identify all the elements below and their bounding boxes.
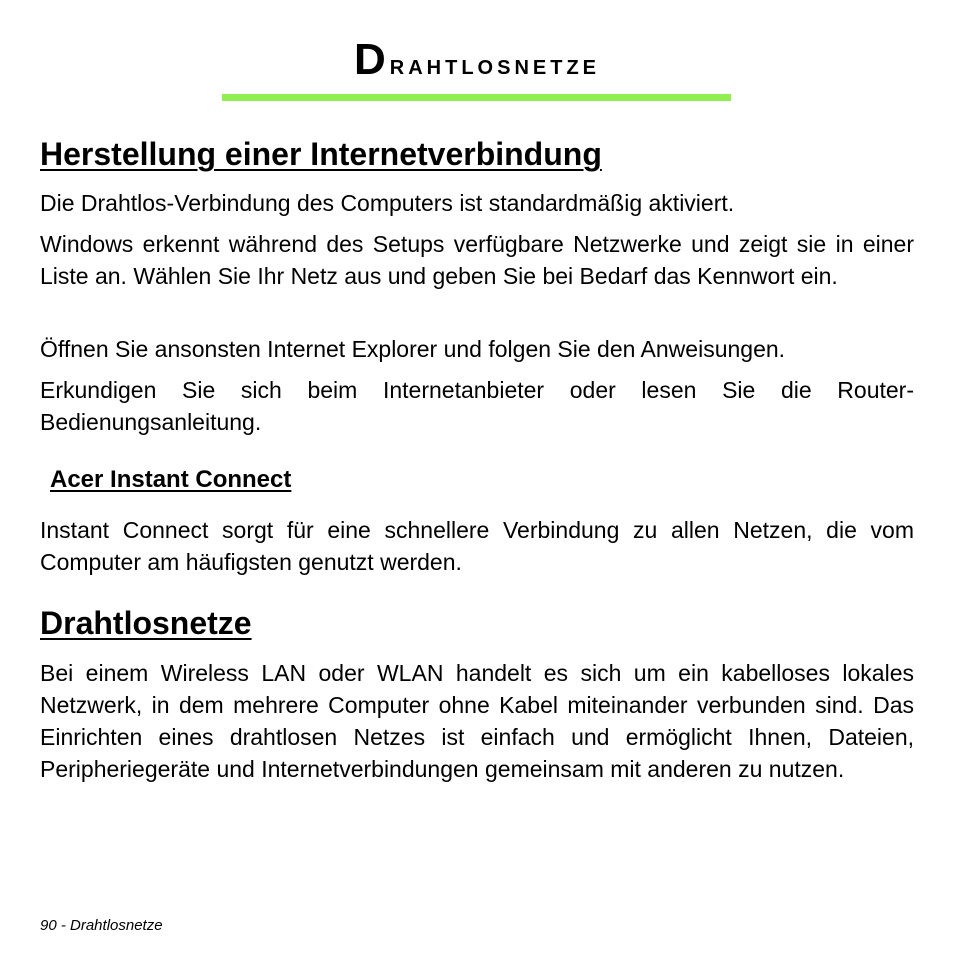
title-rule xyxy=(222,94,731,101)
page-title xyxy=(0,30,954,95)
paragraph-instant-connect: Instant Connect sorgt für eine schnellere Verbindung zu allen Netzen, die vom Computer am häufigsten genutzt werden. xyxy=(40,517,914,575)
page-title-initial: D xyxy=(354,35,390,84)
page-title-rest: rahtlosnetze xyxy=(389,49,600,80)
section-heading-internet-connection: Herstellung einer Internetverbindung xyxy=(40,136,602,172)
paragraph-wlan: Bei einem Wireless LAN oder WLAN handelt es sich um ein kabelloses lokales Netzwerk, in dem mehrere Computer ohne Kabel miteinander verbunden sind. Das Einrichten eines drahtlosen Netzes ist einfach und ermöglicht Ihnen, Dateien, Peripheriegeräte und Internetverbindungen gemeinsam mit anderen zu nutzen. xyxy=(40,660,914,782)
section-heading-wireless-networks: Drahtlosnetze xyxy=(40,605,252,641)
subsection-heading-instant-connect: Acer Instant Connect xyxy=(50,466,292,493)
page-footer: 90 - Drahtlosnetze xyxy=(40,917,163,934)
paragraph-provider-router: Erkundigen Sie sich beim Internetanbieter oder lesen Sie die Router-Bedienungsanleitung. xyxy=(40,377,914,435)
paragraph-internet-explorer: Öffnen Sie ansonsten Internet Explorer und folgen Sie den Anweisungen. xyxy=(40,336,786,362)
paragraph-windows-networks: Windows erkennt während des Setups verfügbare Netzwerke und zeigt sie in einer Liste an. Wählen Sie Ihr Netz aus und geben Sie bei Bedarf das Kennwort ein. xyxy=(40,231,914,289)
paragraph-wireless-enabled: Die Drahtlos-Verbindung des Computers ist standardmäßig aktiviert. xyxy=(40,190,735,216)
